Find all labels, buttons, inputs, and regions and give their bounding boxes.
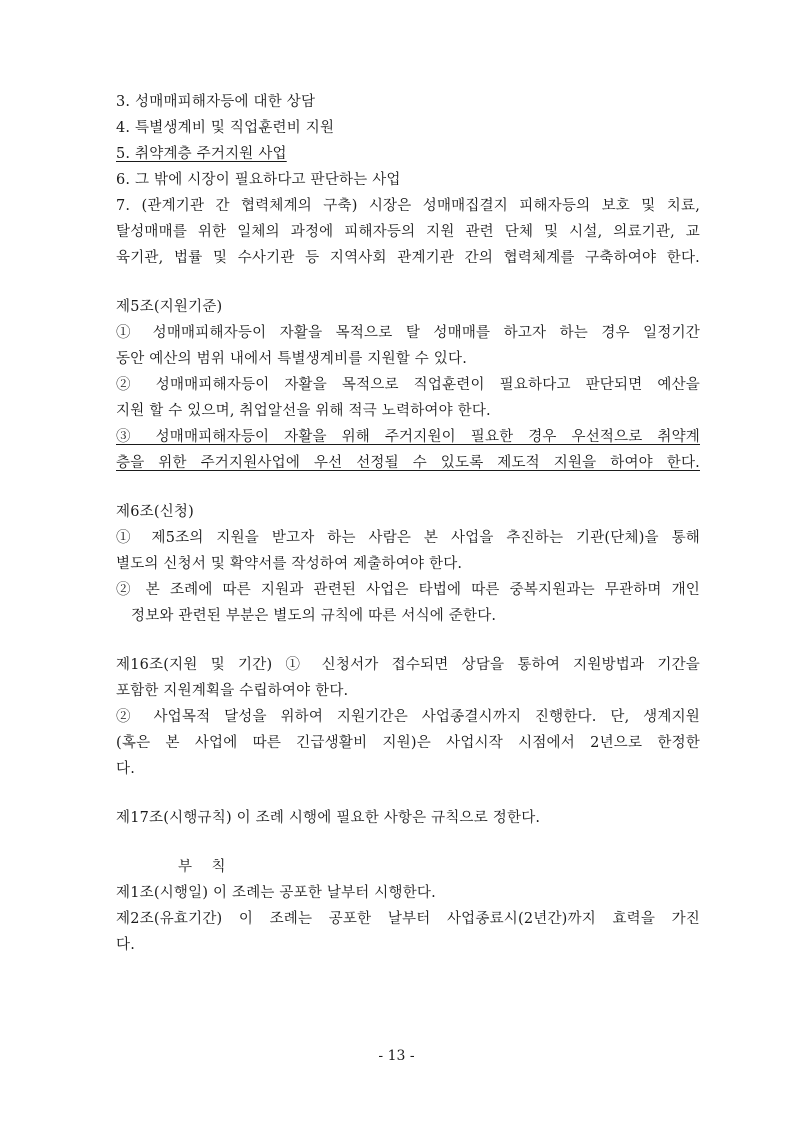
list-item-7-line-2: 탈성매매를 위한 일체의 과정에 피해자등의 지원 관련 단체 및 시설, 의료기관, 교 bbox=[116, 224, 700, 240]
article-16-line-1: 제16조(지원 및 기간) ① 신청서가 접수되면 상담을 통하여 지원방법과 기간을 bbox=[116, 657, 700, 673]
article-17: 제17조(시행규칙) 이 조례 시행에 필요한 사항은 규칙으로 정한다. bbox=[116, 810, 541, 826]
article-6-para-2-line-2: 정보와 관련된 부분은 별도의 규칙에 따른 서식에 준한다. bbox=[131, 608, 497, 624]
article-16-para-2-line-3: 다. bbox=[116, 761, 136, 777]
article-6-para-1-line-1: ① 제5조의 지원을 받고자 하는 사람은 본 사업을 추진하는 기관(단체)을 통해 bbox=[116, 530, 700, 546]
article-5-para-3-line-1: ③ 성매매피해자등이 자활을 위해 주거지원이 필요한 경우 우선적으로 취약계 bbox=[116, 429, 700, 445]
article-6-heading: 제6조(신청) bbox=[116, 504, 194, 520]
article-5-para-3-line-2: 층을 위한 주거지원사업에 우선 선정될 수 있도록 제도적 지원을 하여야 한다. bbox=[116, 455, 700, 471]
article-5-para-2-line-1: ② 성매매피해자등이 자활을 목적으로 직업훈련이 필요하다고 판단되면 예산을 bbox=[116, 377, 700, 393]
article-16-para-2-line-2: (혹은 본 사업에 따른 긴급생활비 지원)은 사업시작 시점에서 2년으로 한정한 bbox=[116, 735, 700, 751]
page-number: - 13 - bbox=[378, 1048, 415, 1064]
supplementary-article-2-line-1: 제2조(유효기간) 이 조례는 공포한 날부터 사업종료시(2년간)까지 효력을 가진 bbox=[116, 911, 700, 927]
article-16-line-2: 포함한 지원계획을 수립하여야 한다. bbox=[116, 683, 349, 699]
list-item-6: 6. 그 밖에 시장이 필요하다고 판단하는 사업 bbox=[116, 172, 401, 188]
article-6-para-1-line-2: 별도의 신청서 및 확약서를 작성하여 제출하여야 한다. bbox=[116, 556, 463, 572]
article-5-para-1-line-2: 동안 예산의 범위 내에서 특별생계비를 지원할 수 있다. bbox=[116, 351, 468, 367]
article-16-para-2-line-1: ② 사업목적 달성을 위하여 지원기간은 사업종결시까지 진행한다. 단, 생계지원 bbox=[116, 709, 700, 725]
supplementary-provisions-heading: 부 칙 bbox=[178, 859, 226, 875]
article-5-heading: 제5조(지원기준) bbox=[116, 299, 223, 315]
list-item-3: 3. 성매매피해자등에 대한 상담 bbox=[116, 94, 316, 110]
supplementary-article-2-line-2: 다. bbox=[116, 937, 136, 953]
supplementary-article-1: 제1조(시행일) 이 조례는 공포한 날부터 시행한다. bbox=[116, 885, 436, 901]
article-5-para-1-line-1: ① 성매매피해자등이 자활을 목적으로 탈 성매매를 하고자 하는 경우 일정기간 bbox=[116, 325, 700, 341]
list-item-7-line-3: 육기관, 법률 및 수사기관 등 지역사회 관계기관 간의 협력체계를 구축하여야 한다. bbox=[116, 250, 700, 266]
list-item-4: 4. 특별생계비 및 직업훈련비 지원 bbox=[116, 120, 335, 136]
article-5-para-2-line-2: 지원 할 수 있으며, 취업알선을 위해 적극 노력하여야 한다. bbox=[116, 403, 491, 419]
article-6-para-2-line-1: ② 본 조례에 따른 지원과 관련된 사업은 타법에 따른 중복지원과는 무관하며 개인 bbox=[116, 582, 700, 598]
list-item-5-underlined: 5. 취약계층 주거지원 사업 bbox=[116, 146, 287, 162]
list-item-7-line-1: 7. (관계기관 간 협력체계의 구축) 시장은 성매매집결지 피해자등의 보호 및 치료, bbox=[116, 198, 700, 214]
